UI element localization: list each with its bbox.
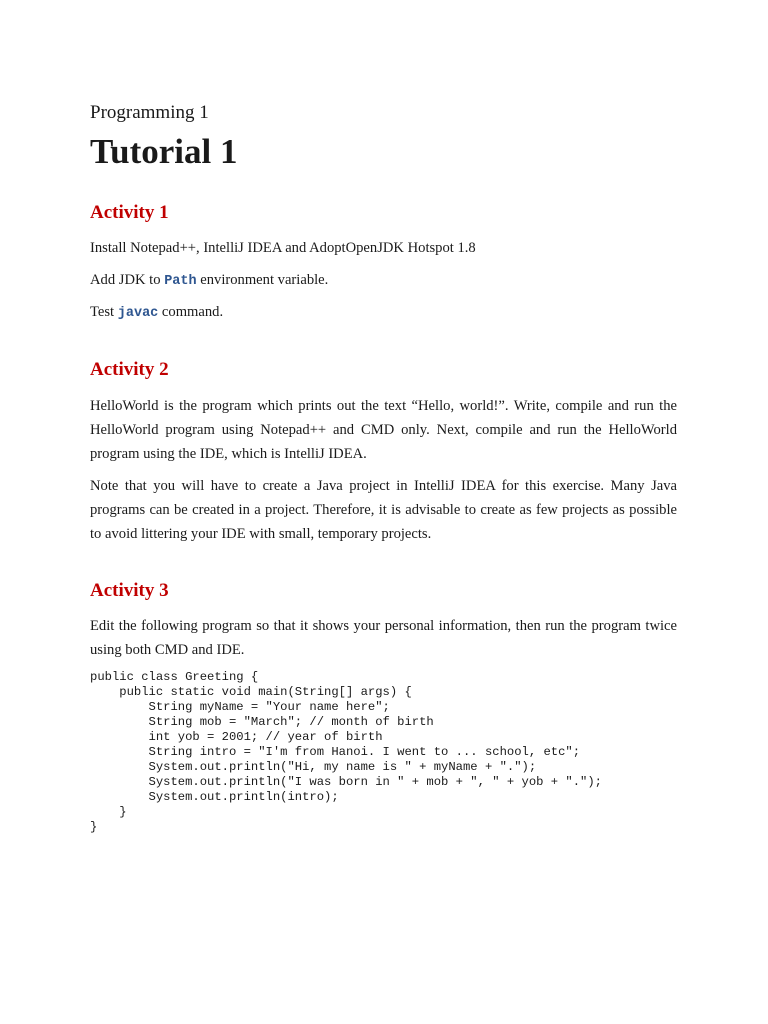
activity-3-heading: Activity 3 [90, 580, 169, 601]
activity-1-line-2-post: environment variable. [196, 272, 329, 288]
page-title: Tutorial 1 [90, 132, 238, 171]
code-line: public class Greeting { [90, 670, 259, 684]
activity-1-line-3-post: command. [158, 304, 224, 320]
activity-2-paragraph-1: HelloWorld is the program which prints out the text “Hello, world!”. Write, compile and run the HelloWorld program using Notepad++ and CMD only. Next, compile and run the HelloWorld program using the IDE, which is IntelliJ IDEA. [90, 398, 677, 462]
activity-1-line-3 [90, 300, 677, 326]
activity-2-paragraph-2: Note that you will have to create a Java project in IntelliJ IDEA for this exercise. Many Java programs can be created in a project. Therefore, it is advisable to create as few projects as possible to avoid littering your IDE with small, temporary projects. [90, 478, 677, 542]
code-line: System.out.println("Hi, my name is " + myName + "."); [90, 760, 537, 774]
code-line: } [90, 805, 127, 819]
course-name: Programming 1 [90, 102, 209, 123]
code-line: System.out.println("I was born in " + mob + ", " + yob + "."); [90, 775, 602, 789]
activity-1-line-2-pre: Add JDK to [90, 272, 165, 288]
code-line: String myName = "Your name here"; [90, 700, 390, 714]
code-line: int yob = 2001; // year of birth [90, 730, 383, 744]
activity-1-line-3-pre: Test [90, 304, 118, 320]
activity-2-heading: Activity 2 [90, 359, 169, 380]
code-line: System.out.println(intro); [90, 790, 339, 804]
code-line: public static void main(String[] args) { [90, 685, 412, 699]
javac-code: javac [117, 306, 159, 321]
activity-3-paragraph: Edit the following program so that it shows your personal information, then run the program twice using both CMD and IDE. [90, 618, 677, 658]
activity-1-line-2 [90, 268, 677, 294]
activity-1-heading: Activity 1 [90, 202, 169, 223]
code-line: String intro = "I'm from Hanoi. I went to ... school, etc"; [90, 745, 581, 759]
code-line: String mob = "March"; // month of birth [90, 715, 434, 729]
code-block [90, 670, 602, 835]
activity-1-line-1: Install Notepad++, IntelliJ IDEA and AdoptOpenJDK Hotspot 1.8 [90, 240, 476, 256]
code-line: } [90, 820, 98, 834]
path-code: Path [164, 274, 197, 289]
